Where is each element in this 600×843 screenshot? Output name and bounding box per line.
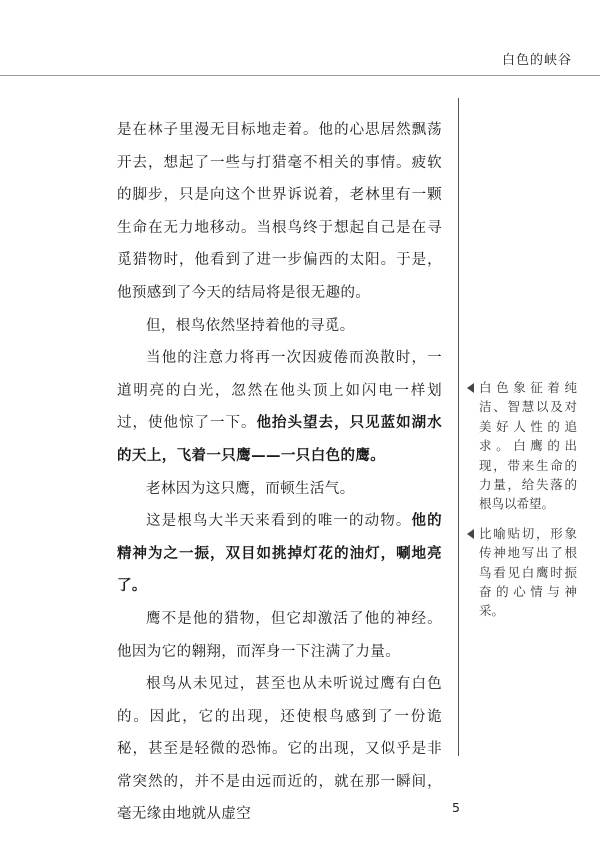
paragraph-text: 是在林子里漫无目标地走着。他的心思居然飘荡开去，想起了一些与打猎毫不相关的事情。疲软的脚步，只是向这个世界诉说着，老林里有一颗生命在无力地移动。当根鸟终于想起自己是在寻觅猎物时，他看到了进一步偏西的太阳。于是，他预感到了今天的结局将是很无趣的。 [117,122,442,301]
running-header-title: 白色的峡谷 [501,53,572,68]
body-paragraph [117,603,442,668]
margin-note-divider [458,98,459,756]
margin-note-text: 比喻贴切，形象传神地写出了根鸟看见白鹰时振奋的心情与神采。 [479,525,577,619]
body-paragraph [117,668,442,831]
emphasized-text: 他抬头望去，只见蓝如湖水的天上，飞着一只鹰——一只白色的鹰。 [117,415,442,464]
margin-notes [465,378,577,631]
paragraph-text: 老林因为这只鹰，而顿生活气。 [146,480,355,497]
paragraph-text: 鹰不是他的猎物，但它却激活了他的神经。他因为它的翱翔，而浑身一下注满了力量。 [117,610,442,660]
margin-note-text: 白色象征着纯洁、智慧以及对美好人性的追求。白鹰的出现，带来生命的力量，给失落的根鸟以希望。 [479,380,577,512]
paragraph-text: 根鸟从未见过，甚至也从未听说过鹰有白色的。因此，它的出现，还使根鸟感到了一份诡秘，甚至是轻微的恐怖。它的出现，又似乎是非常突然的，并不是由远而近的，就在那一瞬间，毫无缘由地就从虚空 [117,676,442,823]
body-paragraph [117,473,442,506]
body-paragraph [117,505,442,603]
body-paragraph [117,342,442,472]
main-text-column [117,114,442,831]
header-divider [0,75,600,76]
triangle-marker-icon [467,529,474,539]
triangle-marker-icon [467,383,474,393]
body-paragraph [117,310,442,343]
body-paragraph [117,114,442,310]
page-number: 5 [452,800,460,815]
margin-note [465,378,577,514]
paragraph-text: 这是根鸟大半天来看到的唯一的动物。 [146,513,412,530]
paragraph-text: 但，根鸟依然坚持着他的寻觅。 [146,317,355,334]
emphasized-text: 他的精神为之一振，双目如挑掉灯花的油灯，唰地亮了。 [117,513,442,595]
margin-note [465,524,577,621]
paragraph-text: 当他的注意力将再一次因疲倦而涣散时，一道明亮的白光，忽然在他头顶上如闪电一样划过，使他惊了一下。 [117,350,442,432]
